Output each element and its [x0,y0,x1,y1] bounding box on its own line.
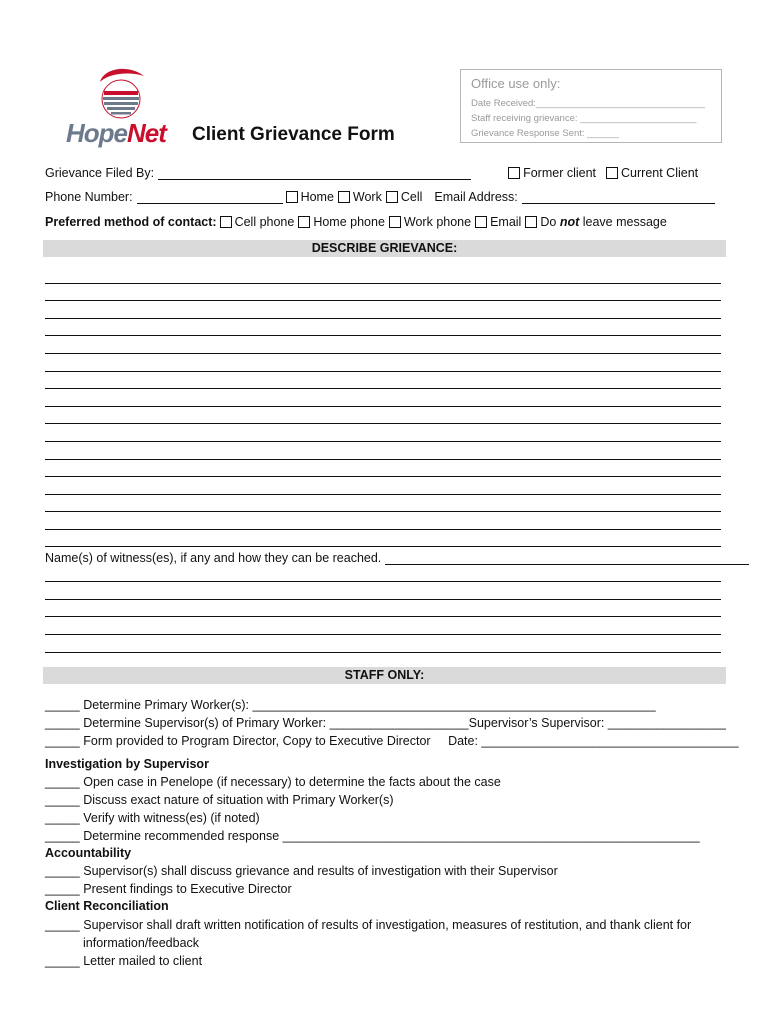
grievance-line[interactable] [45,459,721,460]
grievance-line[interactable] [45,371,721,372]
investigation-item[interactable]: _____ Discuss exact nature of situation with Primary Worker(s) [45,793,394,807]
grievance-line[interactable] [45,300,721,301]
home-checkbox[interactable] [286,191,298,203]
grievance-line[interactable] [45,353,721,354]
grievance-line[interactable] [45,406,721,407]
cell-label: Cell [400,190,423,204]
witness-line[interactable] [45,616,721,617]
home-phone-label: Home phone [313,215,385,229]
email-contact-label: Email [490,215,522,229]
investigation-item[interactable]: _____ Open case in Penelope (if necessary) to determine the facts about the case [45,775,501,789]
grievance-line[interactable] [45,476,721,477]
witness-line[interactable] [45,599,721,600]
office-use-title: Office use only: [471,76,561,91]
accountability-item[interactable]: _____ Supervisor(s) shall discuss grievance and results of investigation with their Supervisor [45,864,558,878]
grievance-line[interactable] [45,318,721,319]
work-phone-checkbox[interactable] [389,216,401,228]
date-field[interactable]: Date: _____________________________________ [448,734,739,748]
grievance-line[interactable] [45,388,721,389]
grievance-line[interactable] [45,494,721,495]
phone-row [45,190,715,204]
witness-row [45,551,749,565]
reconciliation-item[interactable]: _____ Letter mailed to client [45,954,203,968]
accountability-heading: Accountability [45,846,132,860]
hopenet-logo-icon [96,66,146,120]
investigation-item[interactable]: _____ Verify with witness(es) (if noted) [45,811,260,825]
response-sent-field[interactable]: Grievance Response Sent: ______ [471,128,619,139]
work-checkbox[interactable] [338,191,350,203]
preferred-contact-row [45,215,667,229]
form-provided-label: _____ Form provided to Program Director, Copy to Executive Director [45,734,431,748]
not-label: not [559,215,580,229]
preferred-contact-label: Preferred method of contact: [45,215,217,229]
phone-label: Phone Number: [45,190,133,204]
staff-receiving-field[interactable]: Staff receiving grievance: ______________________ [471,113,697,124]
reconciliation-item[interactable]: _____ Supervisor shall draft written notification of results of investigation, measures of restitution, and thank client for [45,918,692,932]
page-title: Client Grievance Form [192,124,395,145]
work-label: Work [352,190,382,204]
grievance-line[interactable] [45,423,721,424]
cell-phone-label: Cell phone [234,215,295,229]
grievance-line[interactable] [45,283,721,284]
former-client-label: Former client [523,166,597,180]
witness-label: Name(s) of witness(es), if any and how they can be reached. [45,551,382,565]
reconciliation-item-continuation: information/feedback [83,936,200,950]
filed-by-row [45,166,698,180]
staff-only-header: STAFF ONLY: [43,667,726,684]
home-label: Home [300,190,334,204]
email-input[interactable] [522,190,715,204]
determine-primary-worker-item[interactable]: _____ Determine Primary Worker(s): __________________________________________________________ [45,698,656,712]
investigation-item[interactable]: _____ Determine recommended response ____________________________________________________________ [45,829,700,843]
phone-input[interactable] [137,190,283,204]
filed-by-input[interactable] [158,166,471,180]
form-provided-item[interactable] [45,734,739,748]
home-phone-checkbox[interactable] [298,216,310,228]
do-not-leave-message-checkbox[interactable] [525,216,537,228]
witness-line[interactable] [45,652,721,653]
witness-line[interactable] [45,634,721,635]
witness-line[interactable] [45,581,721,582]
grievance-line[interactable] [45,335,721,336]
current-client-label: Current Client [621,166,699,180]
work-phone-label: Work phone [403,215,472,229]
date-received-field[interactable]: Date Received:________________________________ [471,98,706,109]
determine-supervisor-item[interactable]: _____ Determine Supervisor(s) of Primary Worker: ____________________Supervisor’s Supervisor: _________________ [45,716,726,730]
cell-checkbox[interactable] [386,191,398,203]
client-reconciliation-heading: Client Reconciliation [45,899,169,913]
email-label: Email Address: [434,190,518,204]
hopenet-wordmark: HopeNet [66,118,166,148]
filed-by-label: Grievance Filed By: [45,166,155,180]
witness-input[interactable] [385,551,749,565]
grievance-line[interactable] [45,529,721,530]
grievance-line[interactable] [45,546,721,547]
leave-message-label: leave message [582,215,667,229]
describe-grievance-header: DESCRIBE GRIEVANCE: [43,240,726,257]
former-client-checkbox[interactable] [508,167,520,179]
email-checkbox[interactable] [475,216,487,228]
investigation-heading: Investigation by Supervisor [45,757,209,771]
accountability-item[interactable]: _____ Present findings to Executive Director [45,882,292,896]
current-client-checkbox[interactable] [606,167,618,179]
do-label: Do [540,215,557,229]
grievance-line[interactable] [45,511,721,512]
office-use-box [460,69,722,143]
grievance-line[interactable] [45,441,721,442]
cell-phone-checkbox[interactable] [220,216,232,228]
